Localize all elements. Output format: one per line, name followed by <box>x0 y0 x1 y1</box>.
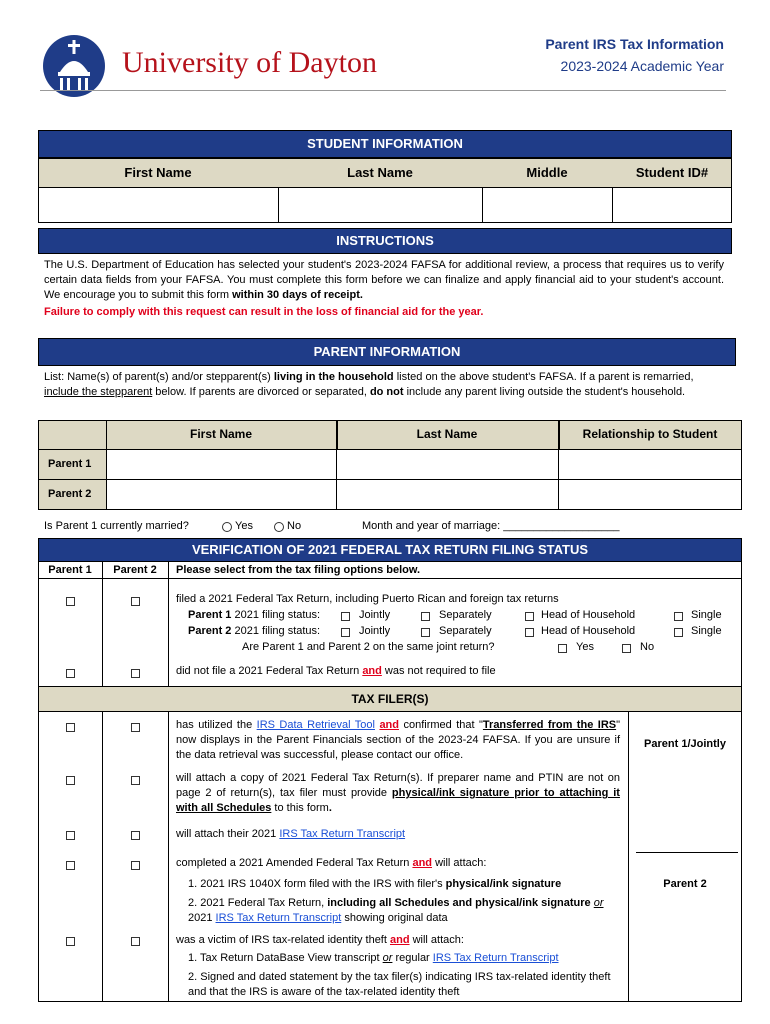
verification-col-sep-1 <box>102 561 103 687</box>
signature-p1-field[interactable] <box>630 760 740 850</box>
amended-option <box>176 857 486 869</box>
verification-col-p1: Parent 1 <box>48 564 92 576</box>
instructions-text: The U.S. Department of Education has selected your student's 2023-2024 FAFSA for additional review, a process that requires us to verify certain data fields from your FAFSA. You must complete this form before we can finalize and apply financial aid to your student's account. We encourage you to submit this form <box>44 259 724 301</box>
drt-p1-checkbox[interactable] <box>66 723 75 732</box>
same-return-question: Are Parent 1 and Parent 2 on the same joint return? <box>242 641 495 653</box>
student-middle-field[interactable] <box>482 187 613 223</box>
university-logo <box>42 34 462 98</box>
identity-theft-text-2: will attach: <box>409 934 464 946</box>
copy-p1-checkbox[interactable] <box>66 776 75 785</box>
identity-theft-item-2: 2. Signed and dated statement by the tax filer(s) indicating IRS tax-related identity theft and that the IRS is aware of the tax-related identity theft <box>188 971 611 998</box>
identity-theft-p2-checkbox[interactable] <box>131 937 140 946</box>
amended-text-2: will attach: <box>432 857 487 869</box>
transcript-p2-checkbox[interactable] <box>131 831 140 840</box>
p1-separately-label: Separately <box>439 609 492 621</box>
amended-item-2-text: 2. 2021 Federal Tax Return, <box>188 897 328 909</box>
parent1-relationship-field[interactable] <box>558 449 742 480</box>
filed-p2-checkbox[interactable] <box>131 597 140 606</box>
header-divider <box>40 90 726 91</box>
signature-divider <box>636 852 738 853</box>
drt-text-1: has utilized the <box>176 719 257 731</box>
instructions-warning: Failure to comply with this request can result in the loss of financial aid for the year. <box>44 306 484 318</box>
same-return-no-label: No <box>640 641 655 653</box>
parent2-label: Parent 2 <box>48 488 92 500</box>
p2-separately-checkbox[interactable] <box>421 628 430 637</box>
p2-single-checkbox[interactable] <box>674 628 683 637</box>
parent1-label: Parent 1 <box>48 458 92 470</box>
identity-theft-option <box>176 934 464 946</box>
doc-year: 2023-2024 Academic Year <box>560 58 724 74</box>
instructions-deadline: within 30 days of receipt. <box>232 289 363 301</box>
p2-hoh-checkbox[interactable] <box>525 628 534 637</box>
p2-single-label: Single <box>691 625 722 637</box>
identity-theft-and: and <box>389 934 410 946</box>
amended-item-1 <box>188 878 561 890</box>
student-col-id: Student ID# <box>635 165 709 180</box>
tax-filers-col-sep-2 <box>168 711 169 1002</box>
parent-header-sep-1 <box>336 420 338 450</box>
married-yes-radio[interactable] <box>222 522 232 532</box>
parent-header-blank <box>38 420 107 450</box>
parent1-first-field[interactable] <box>106 449 337 480</box>
copy-signature-note: physical/ink signature prior to attaching it with all Schedules <box>176 787 620 814</box>
parent-intro <box>44 370 724 400</box>
copy-text-1: will attach a copy of 2021 Federal Tax Return(s). If preparer name and PTIN are not on page 2 of return(s), tax filer must provide <box>176 772 620 799</box>
drt-option <box>176 718 620 763</box>
p1-jointly-checkbox[interactable] <box>341 612 350 621</box>
chapel-dome-icon <box>42 34 106 98</box>
p1-status-label: Parent 1 <box>188 609 232 621</box>
same-return-yes-checkbox[interactable] <box>558 644 567 653</box>
student-id-field[interactable] <box>612 187 732 223</box>
same-return-yes-label: Yes <box>576 641 594 653</box>
parent-intro-stepparent: include the stepparent <box>44 386 153 398</box>
signature-p1-label: Parent 1/Jointly <box>644 738 726 750</box>
p2-separately-label: Separately <box>439 625 492 637</box>
student-first-name-field[interactable] <box>38 187 279 223</box>
parent-col-last: Last Name <box>416 427 478 441</box>
copy-option: will attach a copy of 2021 Federal Tax Return(s). If preparer name and PTIN are not on page 2 of return(s), tax filer must provide physical/ink signature prior to attaching it with all Schedules to this form. <box>176 772 620 814</box>
p2-jointly-label: Jointly <box>359 625 391 637</box>
not-filed-text-2: was not required to file <box>381 665 496 677</box>
not-filed-option <box>176 665 496 677</box>
drt-and: and <box>379 719 399 731</box>
parent-header-sep-2 <box>558 420 560 450</box>
tax-filers-title: TAX FILER(S) <box>38 686 742 712</box>
irs-drt-link[interactable]: IRS Data Retrieval Tool <box>256 719 375 731</box>
married-no-label: No <box>287 520 302 532</box>
parent-intro-1: List: Name(s) of parent(s) and/or stepparent(s) <box>44 371 274 383</box>
parent-section-title: PARENT INFORMATION <box>38 338 736 366</box>
tax-filers-col-sep-1 <box>102 711 103 1002</box>
parent2-last-field[interactable] <box>336 479 559 510</box>
signature-p2-field[interactable] <box>630 898 740 998</box>
amended-text-1: completed a 2021 Amended Federal Tax Return <box>176 857 413 869</box>
verification-col-p2: Parent 2 <box>113 564 157 576</box>
drt-transferred: Transferred from the IRS <box>482 719 617 731</box>
filed-p1-checkbox[interactable] <box>66 597 75 606</box>
p1-hoh-checkbox[interactable] <box>525 612 534 621</box>
amended-item-2 <box>188 896 620 926</box>
parent2-relationship-field[interactable] <box>558 479 742 510</box>
same-return-no-checkbox[interactable] <box>622 644 631 653</box>
identity-theft-text-1: was a victim of IRS tax-related identity theft <box>176 934 390 946</box>
p1-filing-status-row <box>188 609 320 621</box>
irs-transcript-link-2[interactable]: IRS Tax Return Transcript <box>215 912 342 924</box>
doc-title: Parent IRS Tax Information <box>545 36 724 52</box>
instructions-title: INSTRUCTIONS <box>38 228 732 254</box>
amended-item-2-text-2: 2021 <box>188 912 216 924</box>
not-filed-text-1: did not file a 2021 Federal Tax Return <box>176 665 363 677</box>
parent-col-relationship: Relationship to Student <box>582 427 718 441</box>
irs-transcript-link-3[interactable]: IRS Tax Return Transcript <box>432 952 559 964</box>
not-filed-p1-checkbox[interactable] <box>66 669 75 678</box>
parent-intro-donot: do not <box>369 386 404 398</box>
student-col-last: Last Name <box>347 165 413 180</box>
filed-option: filed a 2021 Federal Tax Return, including Puerto Rican and foreign tax returns <box>176 593 559 605</box>
transcript-p1-checkbox[interactable] <box>66 831 75 840</box>
p2-hoh-label: Head of Household <box>541 625 636 637</box>
parent1-last-field[interactable] <box>336 449 559 480</box>
amended-item-2-bold: including all Schedules and physical/ink signature <box>327 897 591 909</box>
p2-status-label: Parent 2 <box>188 625 232 637</box>
student-col-first: First Name <box>124 165 192 180</box>
amended-and: and <box>412 857 433 869</box>
parent2-first-field[interactable] <box>106 479 337 510</box>
amended-item-2-or: or <box>593 897 604 909</box>
p1-single-label: Single <box>691 609 722 621</box>
p1-hoh-label: Head of Household <box>541 609 636 621</box>
parent-col-first: First Name <box>189 427 253 441</box>
p1-separately-checkbox[interactable] <box>421 612 430 621</box>
tax-filers-col-sep-3 <box>628 711 629 1002</box>
identity-theft-item-1-text: 1. Tax Return DataBase View transcript <box>188 952 383 964</box>
amended-item-1-bold: physical/ink signature <box>445 878 562 890</box>
amended-item-2-text-3: showing original data <box>341 912 448 924</box>
identity-theft-item-1-text-2: regular <box>392 952 433 964</box>
marriage-date-field[interactable]: Month and year of marriage: ___________________ <box>362 520 620 532</box>
signature-p2-label: Parent 2 <box>663 878 707 890</box>
married-question: Is Parent 1 currently married? <box>44 520 189 532</box>
drt-text-3: " now displays in the Parent Financials section of the 2023-24 FAFSA. If you are unsure if the data retrieval was successful, please contact our office. <box>176 719 621 761</box>
amended-p1-checkbox[interactable] <box>66 861 75 870</box>
parent-intro-household: living in the household <box>273 371 394 383</box>
parent-intro-4: include any parent living outside the student's household. <box>403 386 686 398</box>
verification-header-line <box>38 578 742 579</box>
student-col-middle: Middle <box>526 165 568 180</box>
parent-intro-3: below. If parents are divorced or separated, <box>152 386 370 398</box>
copy-text-2: to this form <box>271 802 329 814</box>
verification-col-select: Please select from the tax filing options below. <box>176 564 421 576</box>
student-section-title: STUDENT INFORMATION <box>38 130 732 158</box>
parent-intro-2: listed on the above student's FAFSA. If a parent is remarried, <box>393 371 694 383</box>
not-filed-p2-checkbox[interactable] <box>131 669 140 678</box>
p1-jointly-label: Jointly <box>359 609 391 621</box>
verification-col-sep-2 <box>168 561 169 687</box>
identity-theft-p1-checkbox[interactable] <box>66 937 75 946</box>
amended-item-1-text: 1. 2021 IRS 1040X form filed with the IRS with filer's <box>188 878 446 890</box>
instructions-body <box>44 258 724 303</box>
identity-theft-item-1-or: or <box>382 952 393 964</box>
p2-jointly-checkbox[interactable] <box>341 628 350 637</box>
not-filed-and: and <box>362 665 382 677</box>
identity-theft-item-1 <box>188 952 559 964</box>
transcript-text: will attach their 2021 <box>176 828 280 840</box>
p2-status-text: 2021 filing status: <box>234 625 321 637</box>
p2-filing-status-row <box>188 625 320 637</box>
drt-text-2: confirmed that " <box>399 719 483 731</box>
married-yes-label: Yes <box>235 520 253 532</box>
verification-title: VERIFICATION OF 2021 FEDERAL TAX RETURN FILING STATUS <box>38 538 742 562</box>
drt-p2-checkbox[interactable] <box>131 723 140 732</box>
transcript-option <box>176 828 405 840</box>
married-no-radio[interactable] <box>274 522 284 532</box>
student-last-name-field[interactable] <box>278 187 483 223</box>
copy-p2-checkbox[interactable] <box>131 776 140 785</box>
university-name: University of Dayton <box>122 46 377 79</box>
amended-p2-checkbox[interactable] <box>131 861 140 870</box>
p1-single-checkbox[interactable] <box>674 612 683 621</box>
p1-status-text: 2021 filing status: <box>234 609 321 621</box>
irs-transcript-link-1[interactable]: IRS Tax Return Transcript <box>279 828 406 840</box>
